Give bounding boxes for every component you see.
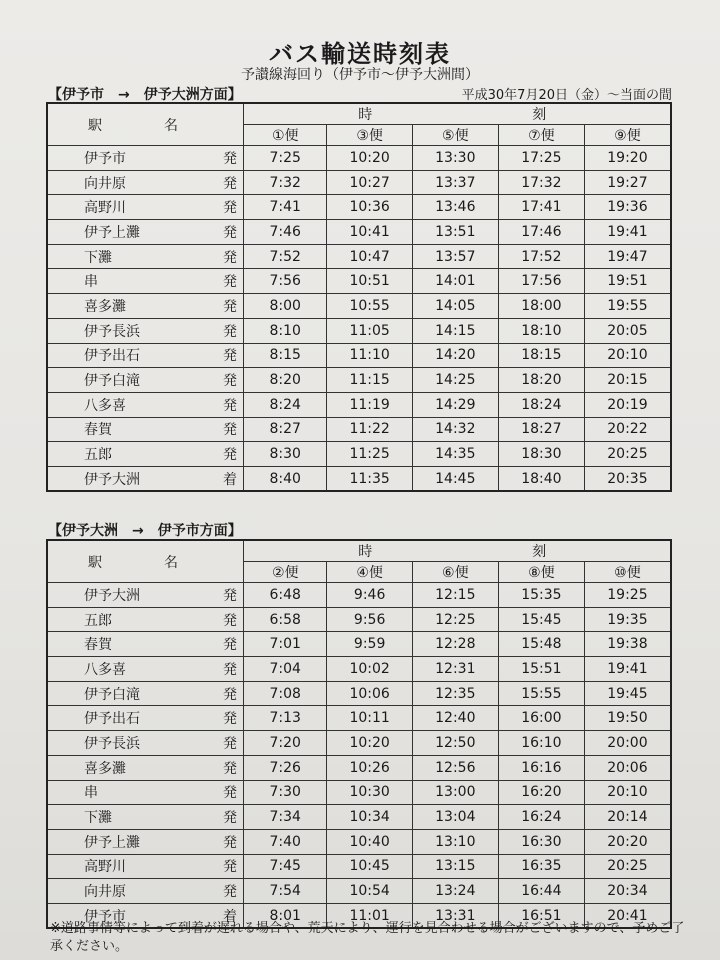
time-cell: 11:25 (327, 442, 412, 467)
table-row (47, 632, 671, 657)
time-group-header-right: 刻 (412, 103, 671, 125)
timetable-outbound (46, 102, 672, 492)
departure-arrival-mark: 発 (214, 706, 243, 731)
time-cell: 8:20 (244, 368, 327, 393)
departure-arrival-mark: 発 (214, 294, 243, 319)
station-name: 下灘 (47, 244, 214, 269)
departure-arrival-mark: 着 (214, 903, 243, 928)
time-cell: 20:41 (584, 903, 671, 928)
time-cell: 13:46 (412, 195, 498, 220)
station-name: 伊予長浜 (47, 731, 214, 756)
time-cell: 14:20 (412, 343, 498, 368)
table-row (47, 195, 671, 220)
time-cell: 10:34 (327, 805, 412, 830)
departure-arrival-mark: 着 (214, 466, 243, 491)
time-group-header-right: 刻 (412, 540, 671, 562)
time-cell: 19:47 (584, 244, 671, 269)
time-cell: 7:52 (244, 244, 327, 269)
table-row (47, 829, 671, 854)
time-cell: 14:45 (412, 466, 498, 491)
time-cell: 10:45 (327, 854, 412, 879)
station-column-header: 駅 名 (47, 540, 244, 583)
station-name: 伊予白滝 (47, 681, 214, 706)
table-row (47, 805, 671, 830)
time-cell: 12:50 (412, 731, 498, 756)
time-cell: 20:14 (584, 805, 671, 830)
trip-number-header: ③便 (327, 125, 412, 146)
time-cell: 14:32 (412, 417, 498, 442)
time-cell: 20:34 (584, 879, 671, 904)
station-name: 春賀 (47, 632, 214, 657)
table-row (47, 417, 671, 442)
table-row (47, 657, 671, 682)
time-cell: 12:56 (412, 755, 498, 780)
trip-number-header: ⑤便 (412, 125, 498, 146)
time-cell: 12:40 (412, 706, 498, 731)
time-cell: 20:19 (584, 392, 671, 417)
station-name: 下灘 (47, 805, 214, 830)
time-cell: 11:01 (327, 903, 412, 928)
time-cell: 14:15 (412, 318, 498, 343)
station-name: 八多喜 (47, 657, 214, 682)
table-row (47, 294, 671, 319)
table-row (47, 146, 671, 171)
table-row (47, 269, 671, 294)
time-cell: 13:15 (412, 854, 498, 879)
time-cell: 7:01 (244, 632, 327, 657)
departure-arrival-mark: 発 (214, 681, 243, 706)
time-cell: 19:36 (584, 195, 671, 220)
time-cell: 16:51 (498, 903, 584, 928)
time-cell: 7:04 (244, 657, 327, 682)
time-cell: 20:15 (584, 368, 671, 393)
table-row (47, 343, 671, 368)
station-name: 伊予白滝 (47, 368, 214, 393)
departure-arrival-mark: 発 (214, 442, 243, 467)
time-cell: 11:15 (327, 368, 412, 393)
table-row (47, 731, 671, 756)
station-name: 串 (47, 780, 214, 805)
time-cell: 10:55 (327, 294, 412, 319)
time-cell: 19:51 (584, 269, 671, 294)
time-cell: 7:13 (244, 706, 327, 731)
time-cell: 7:32 (244, 170, 327, 195)
time-cell: 20:05 (584, 318, 671, 343)
time-cell: 20:06 (584, 755, 671, 780)
time-cell: 12:15 (412, 583, 498, 608)
trip-number-header: ⑨便 (584, 125, 671, 146)
time-cell: 13:30 (412, 146, 498, 171)
time-cell: 14:01 (412, 269, 498, 294)
time-cell: 14:05 (412, 294, 498, 319)
station-name: 伊予出石 (47, 706, 214, 731)
time-cell: 10:20 (327, 731, 412, 756)
departure-arrival-mark: 発 (214, 805, 243, 830)
time-cell: 17:46 (498, 220, 584, 245)
time-cell: 16:35 (498, 854, 584, 879)
time-cell: 20:22 (584, 417, 671, 442)
table-row (47, 392, 671, 417)
time-cell: 11:19 (327, 392, 412, 417)
time-cell: 15:45 (498, 607, 584, 632)
trip-number-header: ④便 (327, 562, 412, 583)
table-row (47, 879, 671, 904)
time-cell: 14:29 (412, 392, 498, 417)
time-cell: 7:30 (244, 780, 327, 805)
time-cell: 13:37 (412, 170, 498, 195)
departure-arrival-mark: 発 (214, 343, 243, 368)
time-cell: 9:56 (327, 607, 412, 632)
time-group-header-left: 時 (244, 103, 413, 125)
departure-arrival-mark: 発 (214, 632, 243, 657)
time-cell: 16:16 (498, 755, 584, 780)
table-row (47, 681, 671, 706)
section-label-inbound: 【伊予大洲 → 伊予市方面】 (48, 523, 242, 539)
time-cell: 16:10 (498, 731, 584, 756)
station-name: 八多喜 (47, 392, 214, 417)
time-cell: 6:48 (244, 583, 327, 608)
time-cell: 9:46 (327, 583, 412, 608)
departure-arrival-mark: 発 (214, 829, 243, 854)
time-cell: 10:40 (327, 829, 412, 854)
header-row (47, 540, 671, 562)
time-cell: 19:41 (584, 220, 671, 245)
time-cell: 19:38 (584, 632, 671, 657)
time-cell: 16:30 (498, 829, 584, 854)
time-cell: 7:25 (244, 146, 327, 171)
time-cell: 10:47 (327, 244, 412, 269)
time-cell: 11:35 (327, 466, 412, 491)
time-cell: 7:26 (244, 755, 327, 780)
table-row (47, 755, 671, 780)
time-cell: 10:27 (327, 170, 412, 195)
time-cell: 12:25 (412, 607, 498, 632)
time-cell: 7:54 (244, 879, 327, 904)
time-cell: 10:26 (327, 755, 412, 780)
station-name: 串 (47, 269, 214, 294)
station-name: 五郎 (47, 442, 214, 467)
time-cell: 7:45 (244, 854, 327, 879)
time-cell: 12:31 (412, 657, 498, 682)
time-cell: 7:41 (244, 195, 327, 220)
time-group-header-left: 時 (244, 540, 413, 562)
departure-arrival-mark: 発 (214, 392, 243, 417)
footnote: ※道路事情等によって到着が遅れる場合や、荒天により、運行を見合わせる場合がございますので、予めご了承ください。 (50, 921, 685, 954)
time-cell: 20:25 (584, 854, 671, 879)
time-cell: 19:50 (584, 706, 671, 731)
station-name: 伊予大洲 (47, 583, 214, 608)
time-cell: 10:20 (327, 146, 412, 171)
time-cell: 8:27 (244, 417, 327, 442)
table-row (47, 368, 671, 393)
time-cell: 16:00 (498, 706, 584, 731)
station-name: 伊予大洲 (47, 466, 214, 491)
time-cell: 18:15 (498, 343, 584, 368)
time-cell: 8:01 (244, 903, 327, 928)
station-column-header: 駅 名 (47, 103, 244, 146)
time-cell: 16:24 (498, 805, 584, 830)
departure-arrival-mark: 発 (214, 244, 243, 269)
departure-arrival-mark: 発 (214, 657, 243, 682)
time-cell: 13:00 (412, 780, 498, 805)
station-name: 高野川 (47, 854, 214, 879)
table-row (47, 854, 671, 879)
time-cell: 19:41 (584, 657, 671, 682)
time-cell: 15:51 (498, 657, 584, 682)
departure-arrival-mark: 発 (214, 417, 243, 442)
time-cell: 18:10 (498, 318, 584, 343)
departure-arrival-mark: 発 (214, 146, 243, 171)
table-row (47, 607, 671, 632)
station-name: 伊予上灘 (47, 220, 214, 245)
station-name: 喜多灘 (47, 755, 214, 780)
time-cell: 20:35 (584, 466, 671, 491)
time-cell: 16:44 (498, 879, 584, 904)
station-name: 向井原 (47, 879, 214, 904)
table-row (47, 244, 671, 269)
time-cell: 19:25 (584, 583, 671, 608)
time-cell: 20:10 (584, 343, 671, 368)
trip-number-header: ⑧便 (498, 562, 584, 583)
trip-number-header: ⑥便 (412, 562, 498, 583)
departure-arrival-mark: 発 (214, 731, 243, 756)
time-cell: 19:20 (584, 146, 671, 171)
time-cell: 17:41 (498, 195, 584, 220)
departure-arrival-mark: 発 (214, 583, 243, 608)
time-cell: 18:20 (498, 368, 584, 393)
departure-arrival-mark: 発 (214, 318, 243, 343)
time-cell: 15:55 (498, 681, 584, 706)
trip-number-header: ②便 (244, 562, 327, 583)
time-cell: 12:28 (412, 632, 498, 657)
time-cell: 12:35 (412, 681, 498, 706)
trip-number-header: ①便 (244, 125, 327, 146)
table-row (47, 466, 671, 491)
time-cell: 10:41 (327, 220, 412, 245)
station-name: 春賀 (47, 417, 214, 442)
time-cell: 15:48 (498, 632, 584, 657)
time-cell: 10:06 (327, 681, 412, 706)
departure-arrival-mark: 発 (214, 607, 243, 632)
time-cell: 11:22 (327, 417, 412, 442)
departure-arrival-mark: 発 (214, 269, 243, 294)
time-cell: 13:57 (412, 244, 498, 269)
station-name: 伊予出石 (47, 343, 214, 368)
time-cell: 7:34 (244, 805, 327, 830)
table-row (47, 170, 671, 195)
station-name: 伊予市 (47, 903, 214, 928)
time-cell: 7:56 (244, 269, 327, 294)
time-cell: 18:24 (498, 392, 584, 417)
time-cell: 19:55 (584, 294, 671, 319)
time-cell: 20:00 (584, 731, 671, 756)
time-cell: 20:20 (584, 829, 671, 854)
departure-arrival-mark: 発 (214, 368, 243, 393)
time-cell: 11:10 (327, 343, 412, 368)
time-cell: 8:40 (244, 466, 327, 491)
station-name: 高野川 (47, 195, 214, 220)
table-row (47, 780, 671, 805)
station-name: 喜多灘 (47, 294, 214, 319)
table-row (47, 220, 671, 245)
time-cell: 8:00 (244, 294, 327, 319)
time-cell: 18:40 (498, 466, 584, 491)
time-cell: 13:10 (412, 829, 498, 854)
time-cell: 10:11 (327, 706, 412, 731)
effective-date-note: 平成30年7月20日（金）～当面の間 (461, 88, 672, 103)
page-title: バス輸送時刻表 (269, 40, 451, 68)
time-cell: 19:35 (584, 607, 671, 632)
time-cell: 6:58 (244, 607, 327, 632)
station-name: 伊予上灘 (47, 829, 214, 854)
departure-arrival-mark: 発 (214, 220, 243, 245)
time-cell: 8:10 (244, 318, 327, 343)
time-cell: 7:20 (244, 731, 327, 756)
time-cell: 17:32 (498, 170, 584, 195)
time-cell: 13:51 (412, 220, 498, 245)
table-row (47, 318, 671, 343)
departure-arrival-mark: 発 (214, 780, 243, 805)
time-cell: 17:25 (498, 146, 584, 171)
time-cell: 8:30 (244, 442, 327, 467)
time-cell: 16:20 (498, 780, 584, 805)
station-name: 五郎 (47, 607, 214, 632)
table-row (47, 442, 671, 467)
trip-number-header: ⑦便 (498, 125, 584, 146)
time-cell: 7:40 (244, 829, 327, 854)
time-cell: 14:25 (412, 368, 498, 393)
departure-arrival-mark: 発 (214, 879, 243, 904)
station-name: 向井原 (47, 170, 214, 195)
time-cell: 13:24 (412, 879, 498, 904)
time-cell: 8:15 (244, 343, 327, 368)
time-cell: 18:30 (498, 442, 584, 467)
time-cell: 10:30 (327, 780, 412, 805)
departure-arrival-mark: 発 (214, 170, 243, 195)
time-cell: 13:04 (412, 805, 498, 830)
time-cell: 14:35 (412, 442, 498, 467)
time-cell: 19:27 (584, 170, 671, 195)
time-cell: 17:52 (498, 244, 584, 269)
timetable-inbound (46, 539, 672, 929)
time-cell: 10:51 (327, 269, 412, 294)
time-cell: 7:08 (244, 681, 327, 706)
section-label-outbound: 【伊予市 → 伊予大洲方面】 (48, 87, 242, 103)
time-cell: 15:35 (498, 583, 584, 608)
trip-number-header: ⑩便 (584, 562, 671, 583)
table-row (47, 583, 671, 608)
time-cell: 20:10 (584, 780, 671, 805)
time-cell: 10:02 (327, 657, 412, 682)
page-subtitle: 予讃線海回り（伊予市～伊予大洲間） (241, 67, 479, 83)
time-cell: 9:59 (327, 632, 412, 657)
time-cell: 18:00 (498, 294, 584, 319)
table-row (47, 706, 671, 731)
time-cell: 8:24 (244, 392, 327, 417)
departure-arrival-mark: 発 (214, 195, 243, 220)
time-cell: 13:31 (412, 903, 498, 928)
station-name: 伊予市 (47, 146, 214, 171)
departure-arrival-mark: 発 (214, 854, 243, 879)
time-cell: 10:36 (327, 195, 412, 220)
time-cell: 20:25 (584, 442, 671, 467)
time-cell: 7:46 (244, 220, 327, 245)
time-cell: 19:45 (584, 681, 671, 706)
time-cell: 17:56 (498, 269, 584, 294)
station-name: 伊予長浜 (47, 318, 214, 343)
time-cell: 10:54 (327, 879, 412, 904)
departure-arrival-mark: 発 (214, 755, 243, 780)
time-cell: 11:05 (327, 318, 412, 343)
time-cell: 18:27 (498, 417, 584, 442)
header-row (47, 103, 671, 125)
